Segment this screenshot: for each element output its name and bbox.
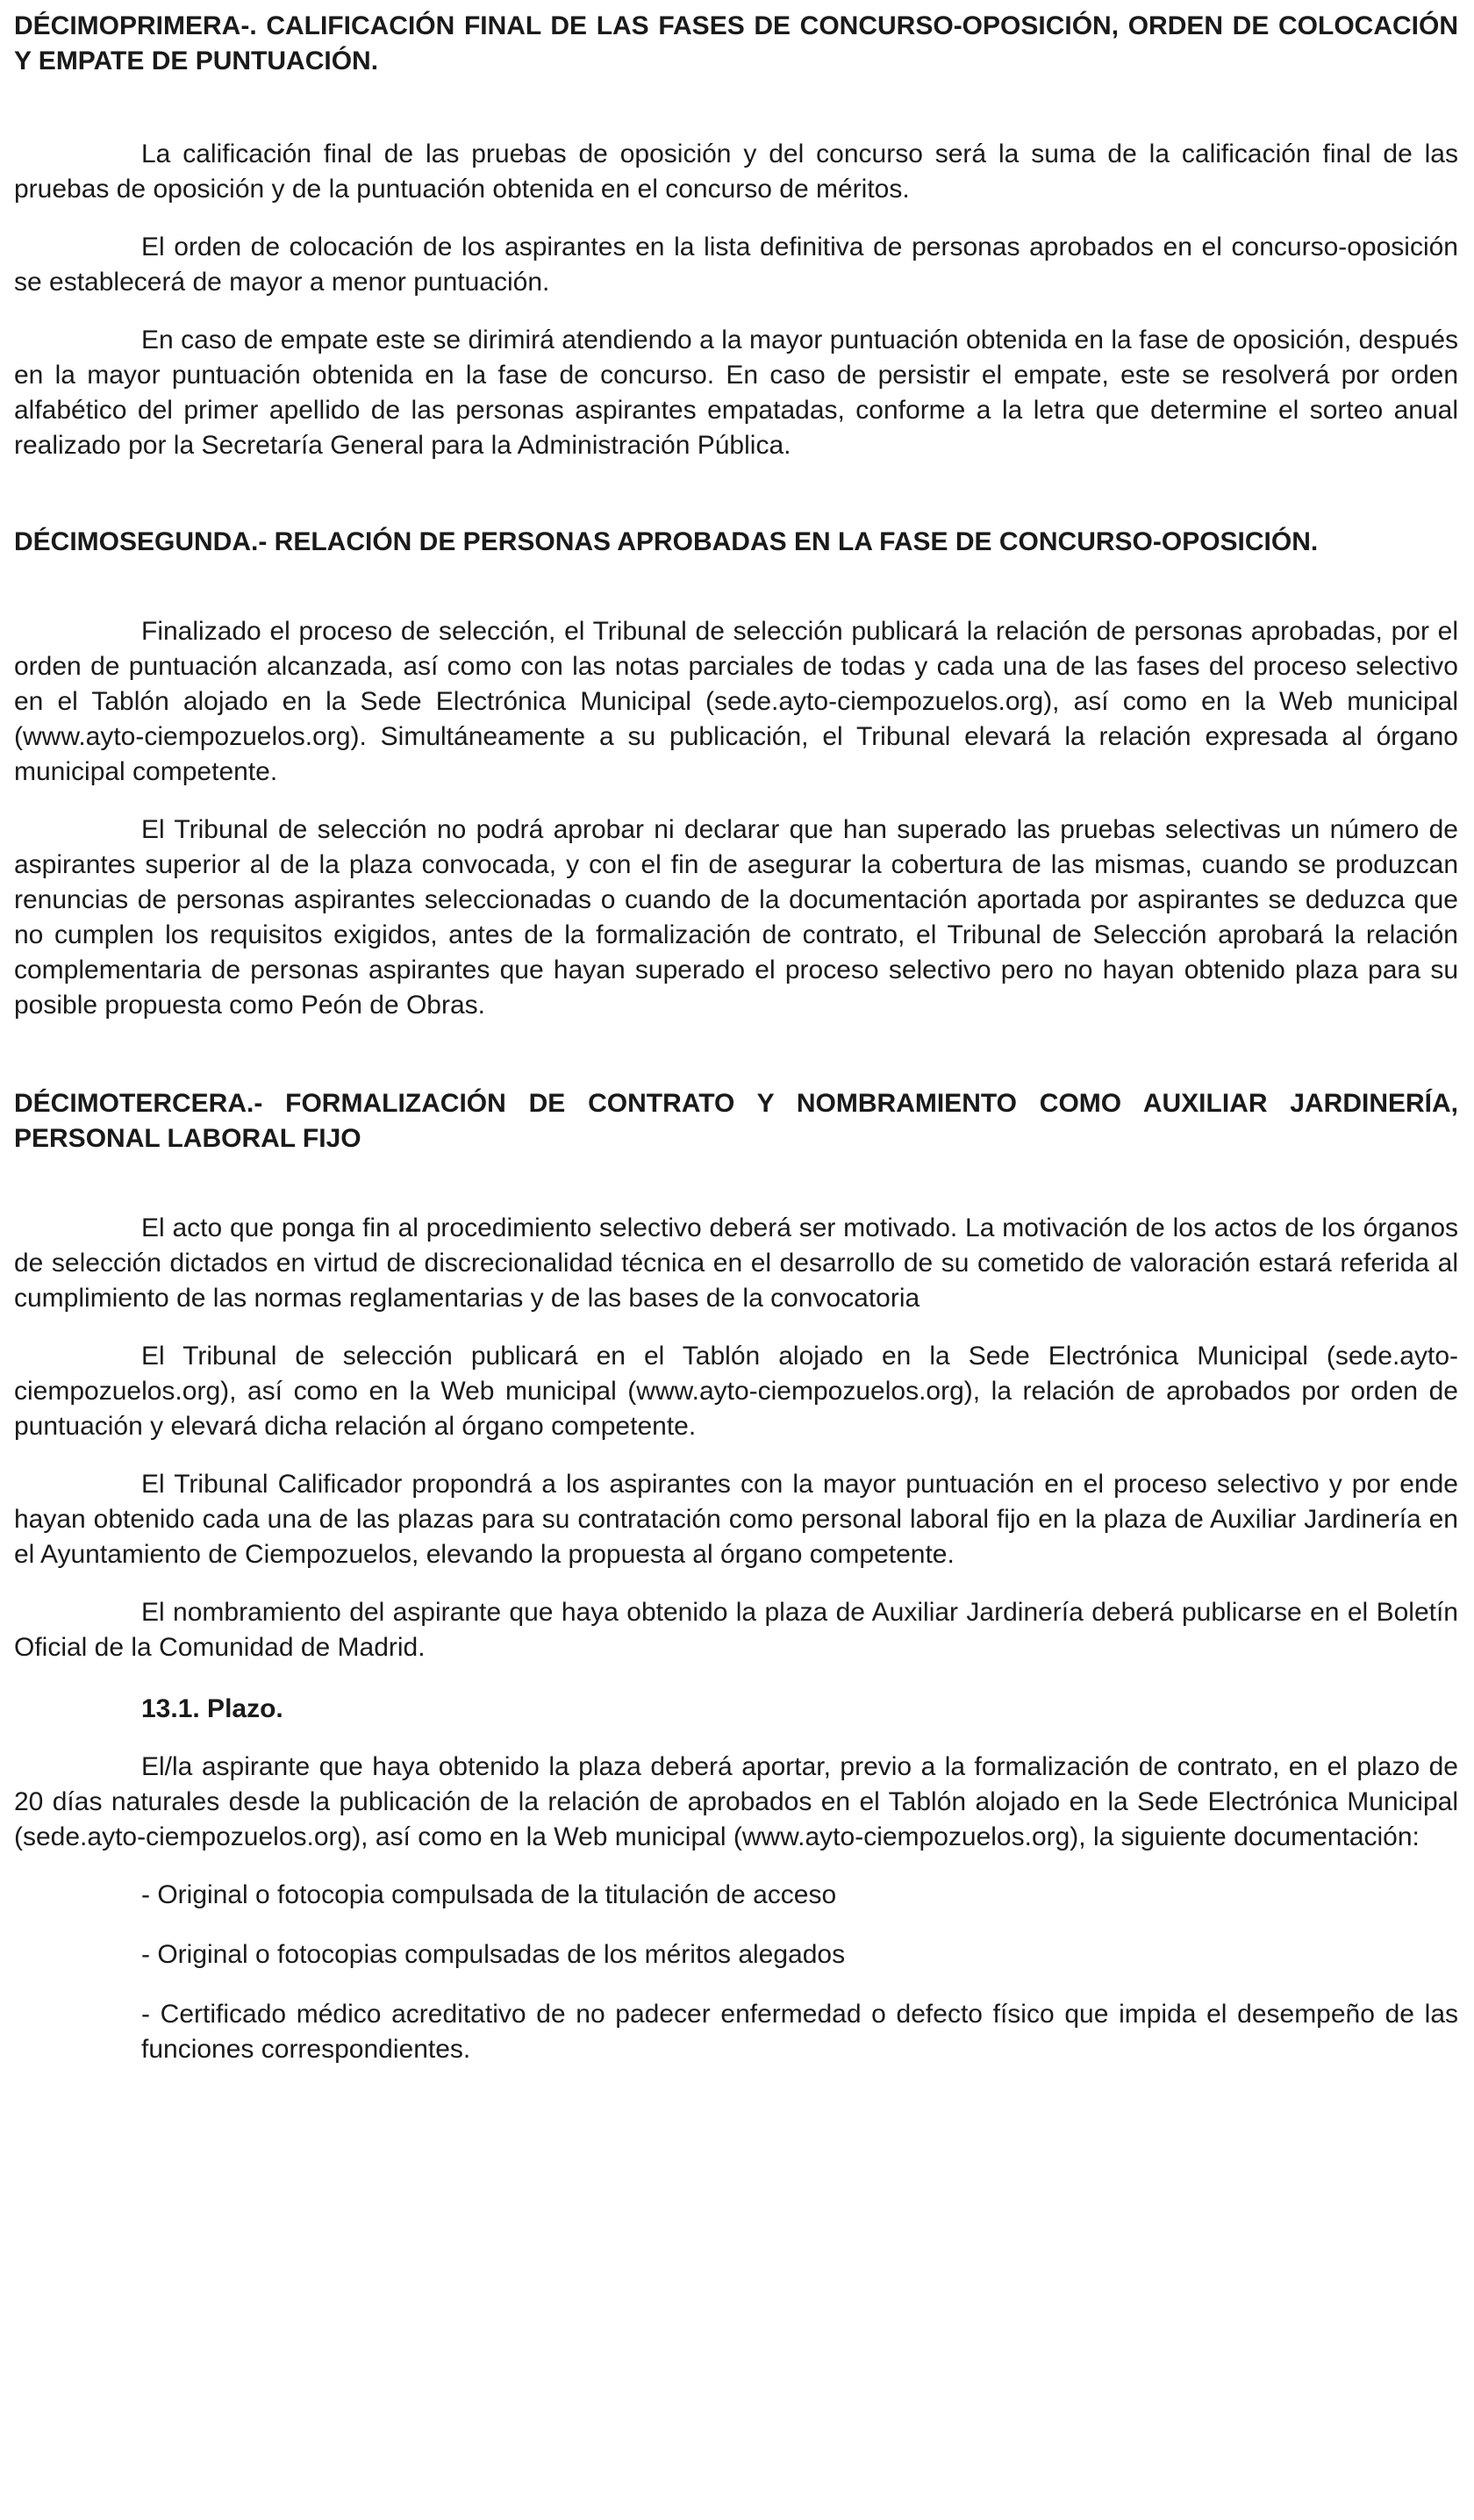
- subsection-heading-plazo: 13.1. Plazo.: [141, 1694, 283, 1723]
- paragraph: En caso de empate este se dirimirá atendiendo a la mayor puntuación obtenida en la fase de oposición, después en la mayor puntuación obtenida en la fase de concurso. En caso de persistir el empate, este se resolverá por orden alfabético del primer apellido de las personas aspirantes empatadas, conforme a la letra que determine el sorteo anual realizado por la Secretaría General para la Administración Pública.: [14, 326, 1458, 460]
- section-heading-decimotercera: DÉCIMOTERCERA.- FORMALIZACIÓN DE CONTRATO Y NOMBRAMIENTO COMO AUXILIAR JARDINERÍA, PERSONAL LABORAL FIJO: [14, 1089, 1458, 1153]
- paragraph: El/la aspirante que haya obtenido la plaza deberá aportar, previo a la formalización de contrato, en el plazo de 20 días naturales desde la publicación de la relación de aprobados en el Tablón alojado en la Sede Electrónica Municipal (sede.ayto-ciempozuelos.org), así como en la Web municipal (www.ayto-ciempozuelos.org), la siguiente documentación:: [14, 1752, 1458, 1851]
- paragraph: La calificación final de las pruebas de oposición y del concurso será la suma de la calificación final de las pruebas de oposición y de la puntuación obtenida en el concurso de méritos.: [14, 140, 1458, 204]
- paragraph: El Tribunal Calificador propondrá a los aspirantes con la mayor puntuación en el proceso selectivo y por ende hayan obtenido cada una de las plazas para su contratación como personal laboral fijo en la plaza de Auxiliar Jardinería en el Ayuntamiento de Ciempozuelos, elevando la propuesta al órgano competente.: [14, 1470, 1458, 1569]
- paragraph: El orden de colocación de los aspirantes en la lista definitiva de personas aprobados en el concurso-oposición se establecerá de mayor a menor puntuación.: [14, 233, 1458, 297]
- paragraph: El nombramiento del aspirante que haya obtenido la plaza de Auxiliar Jardinería deberá publicarse en el Boletín Oficial de la Comunidad de Madrid.: [14, 1598, 1458, 1662]
- document-page: [14, 9, 1458, 2067]
- list-item: - Original o fotocopias compulsadas de los méritos alegados: [141, 1940, 846, 1969]
- paragraph: Finalizado el proceso de selección, el Tribunal de selección publicará la relación de personas aprobadas, por el orden de puntuación alcanzada, así como con las notas parciales de todas y cada una de las fases del proceso selectivo en el Tablón alojado en la Sede Electrónica Municipal (sede.ayto-ciempozuelos.org), así como en la Web municipal (www.ayto-ciempozuelos.org). Simultáneamente a su publicación, el Tribunal elevará la relación expresada al órgano municipal competente.: [14, 617, 1458, 786]
- section-heading-decimosegunda: DÉCIMOSEGUNDA.- RELACIÓN DE PERSONAS APROBADAS EN LA FASE DE CONCURSO-OPOSICIÓN.: [14, 527, 1319, 556]
- section-heading-decimoprimera: DÉCIMOPRIMERA-. CALIFICACIÓN FINAL DE LAS FASES DE CONCURSO-OPOSICIÓN, ORDEN DE COLOCACIÓN Y EMPATE DE PUNTUACIÓN.: [14, 11, 1458, 75]
- list-item: - Certificado médico acreditativo de no padecer enfermedad o defecto físico que impida el desempeño de las funciones correspondientes.: [141, 2000, 1458, 2064]
- paragraph: El Tribunal de selección no podrá aprobar ni declarar que han superado las pruebas selectivas un número de aspirantes superior al de la plaza convocada, y con el fin de asegurar la cobertura de las mismas, cuando se produzcan renuncias de personas aspirantes seleccionadas o cuando de la documentación aportada por aspirantes se deduzca que no cumplen los requisitos exigidos, antes de la formalización de contrato, el Tribunal de Selección aprobará la relación complementaria de personas aspirantes que hayan superado el proceso selectivo pero no hayan obtenido plaza para su posible propuesta como Peón de Obras.: [14, 815, 1458, 1020]
- list-item: - Original o fotocopia compulsada de la titulación de acceso: [141, 1880, 837, 1909]
- paragraph: El Tribunal de selección publicará en el Tablón alojado en la Sede Electrónica Municipal (sede.ayto-ciempozuelos.org), así como en la Web municipal (www.ayto-ciempozuelos.org), la relación de aprobados por orden de puntuación y elevará dicha relación al órgano competente.: [14, 1342, 1458, 1441]
- paragraph: El acto que ponga fin al procedimiento selectivo deberá ser motivado. La motivación de los actos de los órganos de selección dictados en virtud de discrecionalidad técnica en el desarrollo de su cometido de valoración estará referida al cumplimiento de las normas reglamentarias y de las bases de la convocatoria: [14, 1213, 1458, 1313]
